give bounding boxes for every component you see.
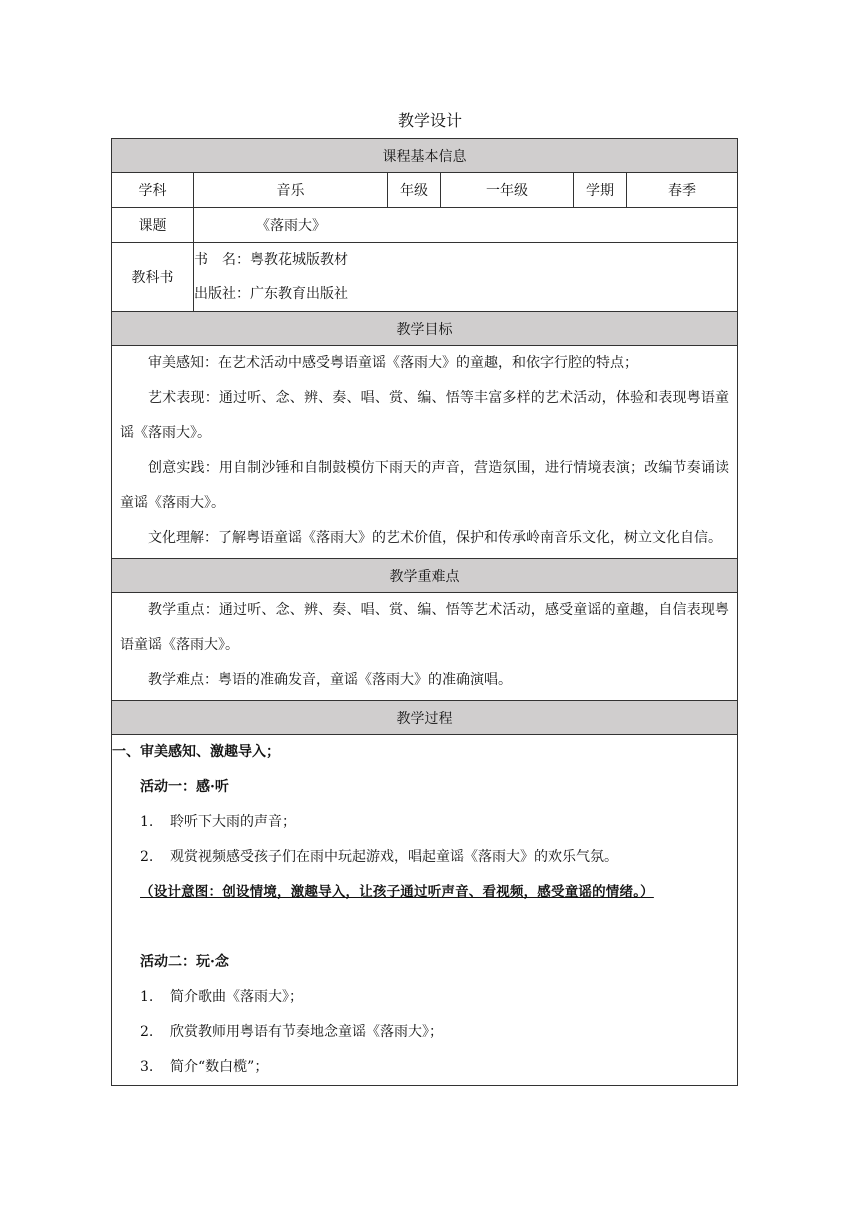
list-item (112, 1050, 737, 1085)
subject-value: 音乐 (194, 173, 388, 208)
list-item-number: 2. (140, 1024, 154, 1040)
goals-header-row (112, 312, 738, 346)
basic-info-header: 课程基本信息 (112, 139, 738, 173)
process-content (112, 735, 738, 1086)
keypoints-row (112, 593, 738, 701)
activity-title: 活动二：玩·念 (140, 954, 229, 970)
keypoints-content (112, 593, 738, 701)
activity-title: 活动一：感·听 (140, 779, 229, 795)
list-item-text: 观赏视频感受孩子们在雨中玩起游戏，唱起童谣《落雨大》的欢乐气氛。 (170, 849, 618, 865)
list-item (112, 840, 737, 875)
goal-paragraph: 创意实践：用自制沙锤和自制鼓模仿下雨天的声音，营造氛围，进行情境表演；改编节奏诵读童谣《落雨大》。 (120, 460, 730, 511)
list-item-number: 3. (140, 1059, 154, 1075)
topic-value: 《落雨大》 (194, 208, 738, 243)
goal-paragraph: 文化理解：了解粤语童谣《落雨大》的艺术价值，保护和传承岭南音乐文化，树立文化自信。 (148, 530, 722, 546)
term-value: 春季 (627, 173, 738, 208)
list-item-text: 简介歌曲《落雨大》； (170, 989, 303, 1005)
document-title: 教学设计 (397, 111, 462, 130)
textbook-info (194, 243, 738, 312)
textbook-label: 教科书 (112, 243, 194, 312)
grade-label: 年级 (388, 173, 441, 208)
list-item-text: 简介“数白榄”； (170, 1059, 269, 1075)
term-label: 学期 (574, 173, 627, 208)
keypoints-header-row (112, 559, 738, 593)
process-row (112, 735, 738, 1086)
section-title: 一、审美感知、激趣导入； (112, 744, 280, 760)
list-item-number: 2. (140, 849, 154, 865)
goal-paragraph: 艺术表现：通过听、念、辨、奏、唱、赏、编、悟等丰富多样的艺术活动，体验和表现粤语童谣《落雨大》。 (120, 390, 730, 441)
list-item (112, 980, 737, 1015)
textbook-row (112, 243, 738, 312)
goals-content (112, 346, 738, 559)
subject-label: 学科 (112, 173, 194, 208)
keypoints-header: 教学重难点 (112, 559, 738, 593)
keypoint-paragraph: 教学难点：粤语的准确发音，童谣《落雨大》的准确演唱。 (148, 672, 512, 688)
list-item-number: 1. (140, 989, 154, 1005)
keypoint-paragraph: 教学重点：通过听、念、辨、奏、唱、赏、编、悟等艺术活动，感受童谣的童趣，自信表现粤语童谣《落雨大》。 (120, 602, 730, 653)
topic-label: 课题 (112, 208, 194, 243)
topic-row (112, 208, 738, 243)
book-name-line: 书 名：粤教花城版教材 (194, 252, 348, 268)
lesson-plan-table (111, 138, 738, 1086)
list-item (112, 1015, 737, 1050)
list-item-text: 欣赏教师用粤语有节奏地念童谣《落雨大》； (170, 1024, 443, 1040)
goal-paragraph: 审美感知：在艺术活动中感受粤语童谣《落雨大》的童趣，和依字行腔的特点； (148, 355, 638, 371)
publisher-line: 出版社：广东教育出版社 (194, 286, 348, 302)
blank-line (112, 910, 737, 945)
list-item-number: 1. (140, 814, 154, 830)
list-item (112, 805, 737, 840)
basic-info-header-row (112, 139, 738, 173)
list-item-text: 聆听下大雨的声音； (170, 814, 296, 830)
design-intent: （设计意图：创设情境，激趣导入，让孩子通过听声音、看视频，感受童谣的情绪。） (140, 884, 654, 900)
process-header: 教学过程 (112, 701, 738, 735)
goals-row (112, 346, 738, 559)
grade-value: 一年级 (441, 173, 574, 208)
process-header-row (112, 701, 738, 735)
goals-header: 教学目标 (112, 312, 738, 346)
subject-row (112, 173, 738, 208)
